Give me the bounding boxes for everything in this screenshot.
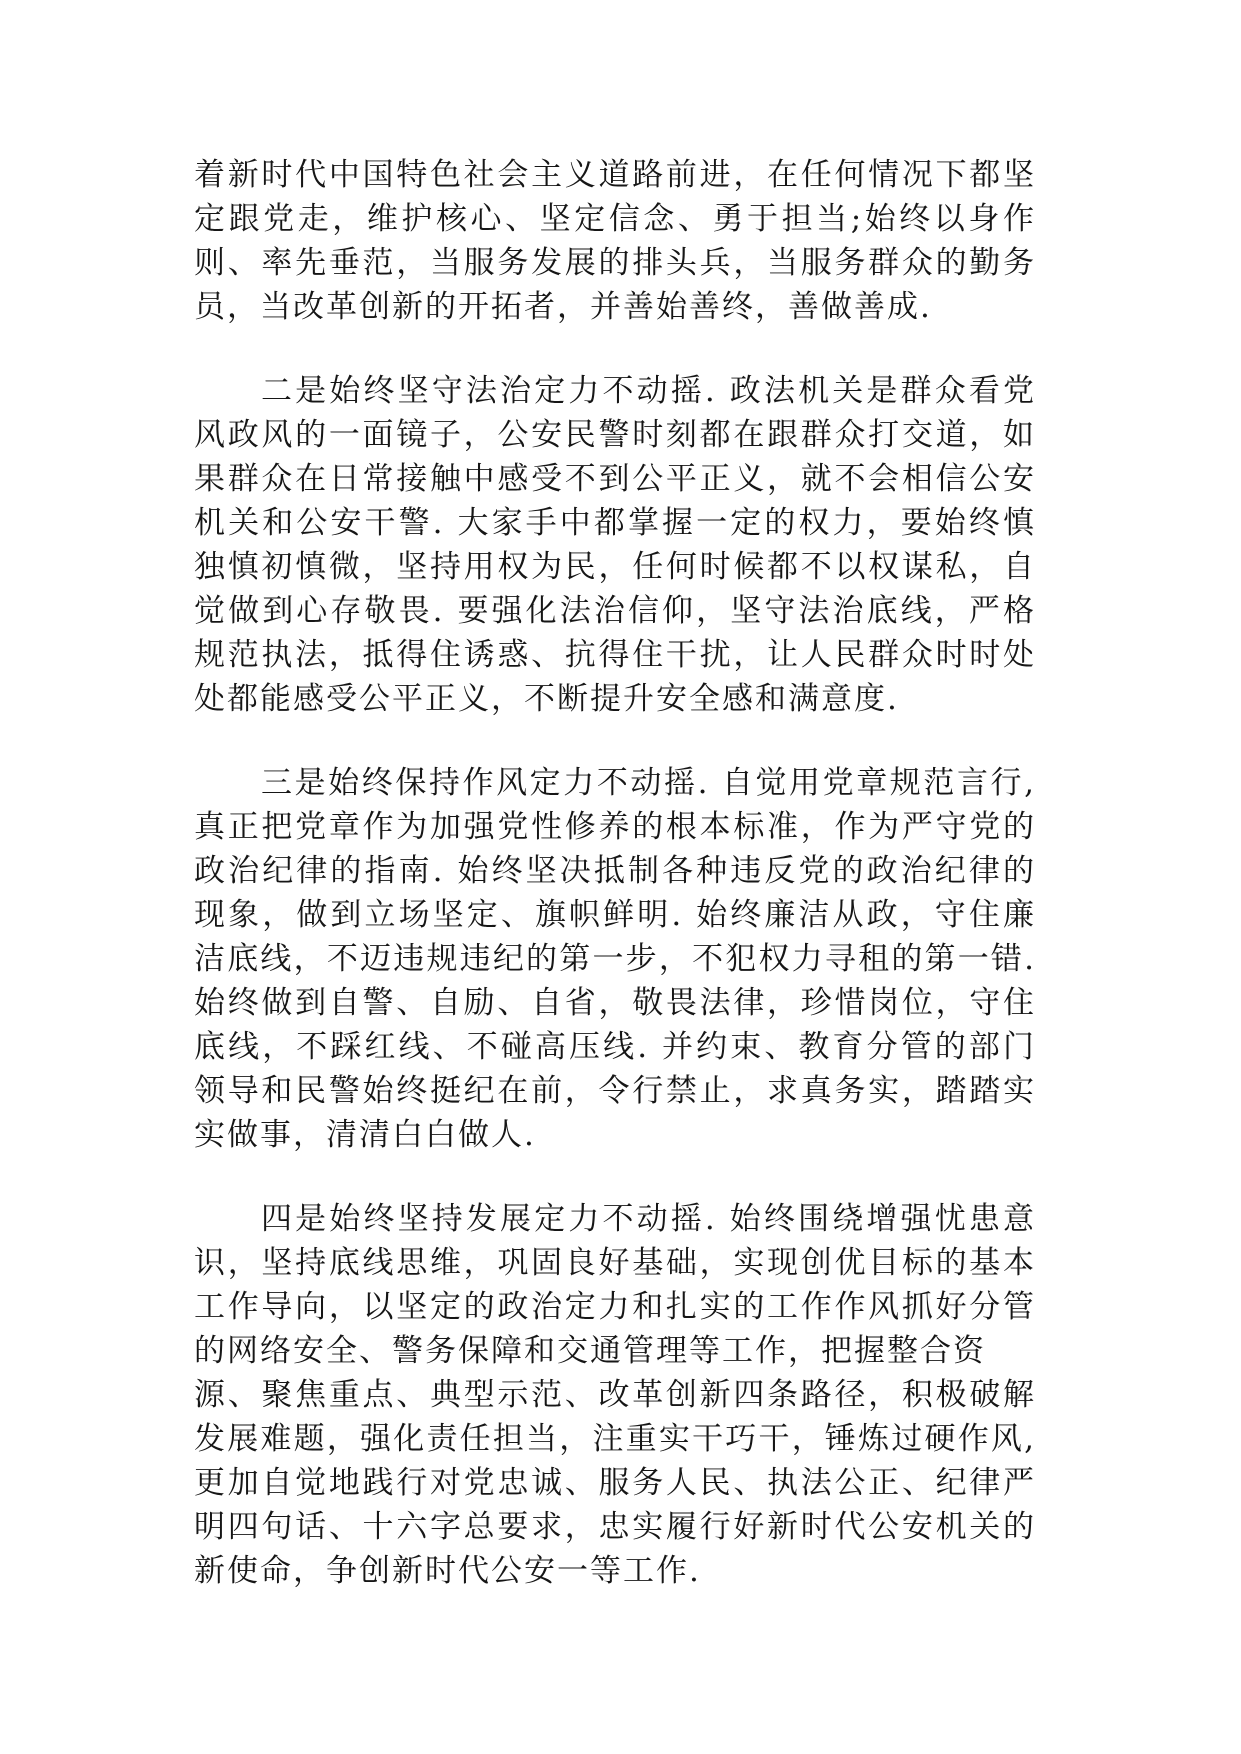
text-line: 识，坚持底线思维，巩固良好基础，实现创优目标的基本 (194, 1245, 1036, 1281)
text-line: 现象，做到立场坚定、旗帜鲜明. 始终廉洁从政，守住廉 (194, 897, 1036, 933)
text-line: 风政风的一面镜子，公安民警时刻都在跟群众打交道，如 (194, 417, 1036, 453)
text-line: 二是始终坚守法治定力不动摇. 政法机关是群众看党 (261, 373, 1036, 409)
text-line: 政治纪律的指南. 始终坚决抵制各种违反党的政治纪律的 (194, 853, 1036, 889)
text-line: 处都能感受公平正义，不断提升安全感和满意度. (194, 681, 899, 717)
text-line: 三是始终保持作风定力不动摇. 自觉用党章规范言行, (261, 765, 1036, 801)
text-line: 始终做到自警、自励、自省，敬畏法律，珍惜岗位，守住 (194, 985, 1036, 1021)
text-line: 洁底线，不迈违规违纪的第一步，不犯权力寻租的第一错. (194, 941, 1036, 977)
text-line: 底线，不踩红线、不碰高压线. 并约束、教育分管的部门 (194, 1029, 1036, 1065)
paragraph-4 (194, 1197, 1036, 1593)
paragraph-3 (194, 761, 1036, 1157)
text-line: 规范执法，抵得住诱惑、抗得住干扰，让人民群众时时处 (194, 637, 1036, 673)
text-line: 定跟党走，维护核心、坚定信念、勇于担当;始终以身作 (194, 201, 1036, 237)
text-line: 新使命，争创新时代公安一等工作. (194, 1553, 701, 1589)
text-line: 更加自觉地践行对党忠诚、服务人民、执法公正、纪律严 (194, 1465, 1036, 1501)
text-line: 的网络安全、警务保障和交通管理等工作，把握整合资 (194, 1333, 986, 1369)
text-line: 则、率先垂范，当服务发展的排头兵，当服务群众的勤务 (194, 245, 1036, 281)
text-line: 独慎初慎微，坚持用权为民，任何时候都不以权谋私，自 (194, 549, 1036, 585)
text-line: 真正把党章作为加强党性修养的根本标准，作为严守党的 (194, 809, 1036, 845)
paragraph-2 (194, 369, 1036, 721)
text-line: 发展难题，强化责任担当，注重实干巧干，锤炼过硬作风, (194, 1421, 1036, 1457)
text-line: 实做事，清清白白做人. (194, 1117, 536, 1153)
text-line: 着新时代中国特色社会主义道路前进，在任何情况下都坚 (194, 157, 1036, 193)
text-line: 四是始终坚持发展定力不动摇. 始终围绕增强忧患意 (261, 1201, 1036, 1237)
document-body (194, 153, 1036, 1593)
text-line: 源、聚焦重点、典型示范、改革创新四条路径，积极破解 (194, 1377, 1036, 1413)
text-line: 觉做到心存敬畏. 要强化法治信仰，坚守法治底线，严格 (194, 593, 1036, 629)
text-line: 领导和民警始终挺纪在前，令行禁止，求真务实，踏踏实 (194, 1073, 1036, 1109)
text-line: 工作导向，以坚定的政治定力和扎实的工作作风抓好分管 (194, 1289, 1036, 1325)
text-line: 员，当改革创新的开拓者，并善始善终，善做善成. (194, 289, 932, 325)
text-line: 果群众在日常接触中感受不到公平正义，就不会相信公安 (194, 461, 1036, 497)
paragraph-1 (194, 153, 1036, 329)
text-line: 机关和公安干警. 大家手中都掌握一定的权力，要始终慎 (194, 505, 1036, 541)
text-line: 明四句话、十六字总要求，忠实履行好新时代公安机关的 (194, 1509, 1036, 1545)
